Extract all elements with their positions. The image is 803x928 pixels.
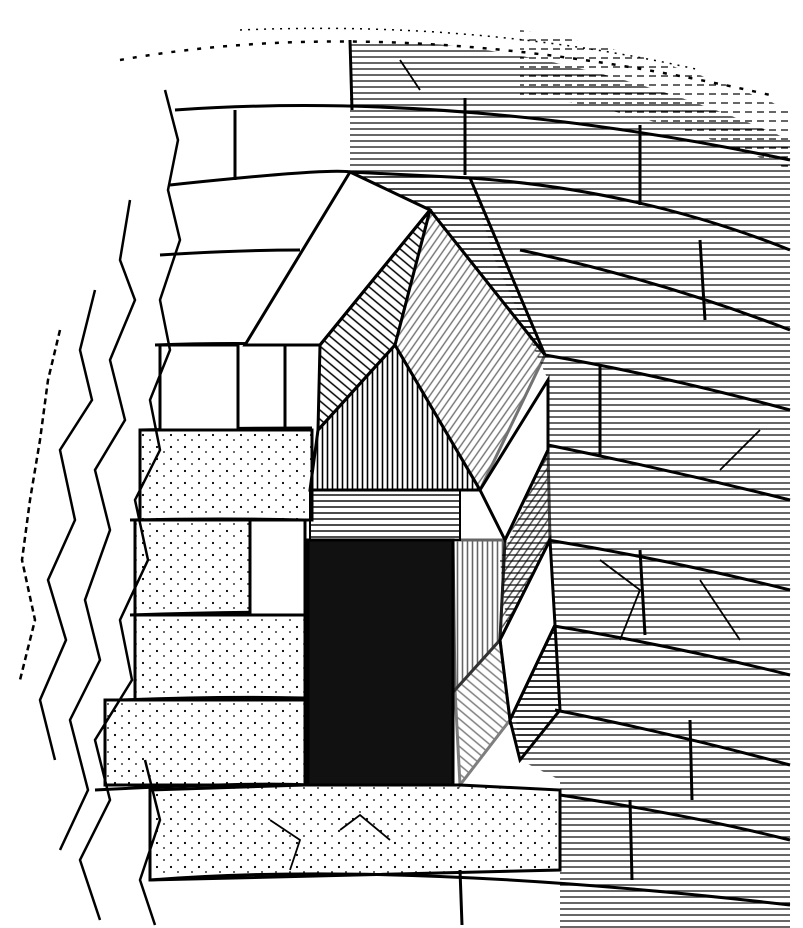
window-opening [308,490,460,785]
left-wall-stones [105,345,312,785]
window-sill [150,785,560,880]
